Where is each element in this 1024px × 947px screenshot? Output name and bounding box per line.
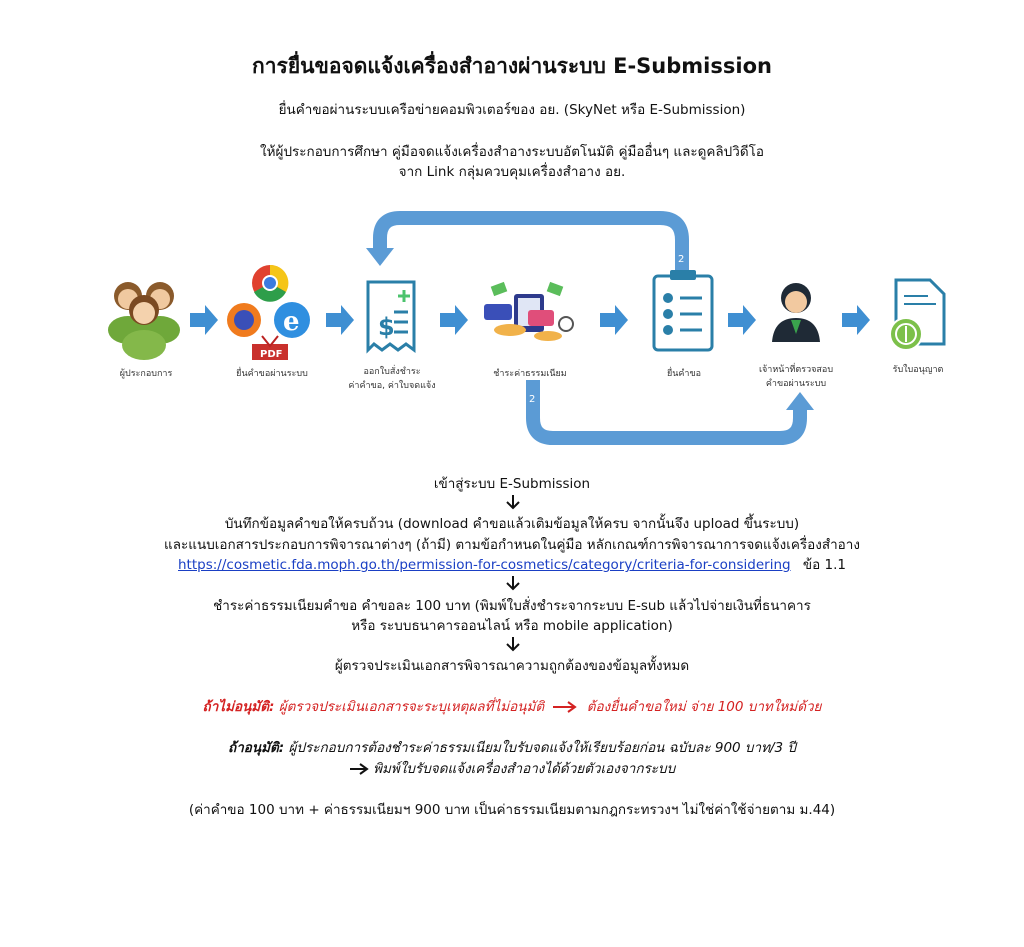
flow-step-label-line2: คำขอผ่านระบบ <box>765 379 827 389</box>
down-arrow-icon <box>505 575 521 591</box>
criteria-link-line <box>0 555 1024 575</box>
down-arrow-icon <box>505 494 521 510</box>
page-title: การยื่นขอจดแจ้งเครื่องสำอางผ่านระบบ E-Submission <box>252 54 772 78</box>
criteria-link[interactable]: https://cosmetic.fda.moph.go.th/permission-for-cosmetics/category/criteria-for-considering <box>178 557 791 573</box>
flow-step-label: รับใบอนุญาต <box>892 365 944 375</box>
flow-arrow-icon <box>842 305 870 335</box>
intro-line-1: ยื่นคำขอผ่านระบบเครือข่ายคอมพิวเตอร์ของ อย. (SkyNet หรือ E-Submission) <box>278 102 746 118</box>
down-arrow-icon <box>505 636 521 652</box>
reject-text: ผู้ตรวจประเมินเอกสารจะระบุเหตุผลที่ไม่อนุมัติ <box>278 699 545 715</box>
intro-line-3: จาก Link กลุ่มควบคุมเครื่องสำอาง อย. <box>398 164 626 180</box>
process-step-3b: หรือ ระบบธนาคารออนไลน์ หรือ mobile application) <box>351 618 673 634</box>
flow-step-label: ออกใบสั่งชำระ <box>363 367 421 377</box>
process-step-2b: และแนบเอกสารประกอบการพิจารณาต่างๆ (ถ้ามี) ตามข้อกำหนดในคู่มือ หลักเกณฑ์การพิจารณาการจดแจ้งเครื่องสำอาง <box>164 537 860 553</box>
right-arrow-icon <box>552 701 578 713</box>
flow-step-label: ผู้ประกอบการ <box>119 369 173 379</box>
pdf-text: PDF <box>260 349 283 360</box>
payment-icon <box>484 282 573 341</box>
flow-arrow-icon <box>728 305 756 335</box>
flow-step-label: ชำระค่าธรรมเนียม <box>493 369 567 379</box>
loop-top-arrow <box>366 218 685 270</box>
approve-text: ผู้ประกอบการต้องชำระค่าธรรมเนียมใบรับจดแจ้งให้เรียบร้อยก่อน ฉบับละ 900 บาท/3 ปี <box>288 740 796 756</box>
approve-outcome <box>0 738 1024 758</box>
clipboard-icon <box>654 270 712 350</box>
flow-step-label-line2: ค่าคำขอ, ค่าใบจดแจ้ง <box>348 381 436 391</box>
approve-label: ถ้าอนุมัติ: <box>228 740 285 756</box>
criteria-clause: ข้อ 1.1 <box>802 557 846 573</box>
reject-consequence: ต้องยื่นคำขอใหม่ จ่าย 100 บาทใหม่ด้วย <box>586 699 822 715</box>
invoice-icon <box>368 282 414 350</box>
flow-arrow-icon <box>326 305 354 335</box>
process-flow-diagram <box>0 0 1024 460</box>
svg-text:$: $ <box>378 313 395 341</box>
right-arrow-icon <box>349 763 369 775</box>
fee-footnote: (ค่าคำขอ 100 บาท + ค่าธรรมเนียมฯ 900 บาท เป็นค่าธรรมเนียมตามกฎกระทรวงฯ ไม่ใช่ค่าใช้จ่ายตาม ม.44) <box>188 802 836 818</box>
reject-outcome <box>0 697 1024 717</box>
loop-bottom-number: 2 <box>529 394 536 405</box>
browser-pdf-icon <box>227 265 310 360</box>
users-icon <box>108 282 180 360</box>
flow-step-label: เจ้าหน้าที่ตรวจสอบ <box>758 365 834 375</box>
approve-consequence: พิมพ์ใบรับจดแจ้งเครื่องสำอางได้ด้วยตัวเองจากระบบ <box>373 761 676 777</box>
intro-line-2: ให้ผู้ประกอบการศึกษา คู่มือจดแจ้งเครื่องสำอางระบบอัตโนมัติ คู่มืออื่นๆ และดูคลิปวิดีโอ <box>260 144 764 160</box>
svg-text:e: e <box>283 307 300 337</box>
flow-step-label: ยื่นคำขอ <box>666 369 702 379</box>
process-step-2a: บันทึกข้อมูลคำขอให้ครบถ้วน (download คำขอแล้วเติมข้อมูลให้ครบ จากนั้นจึง upload ขึ้นระบบ) <box>224 516 800 532</box>
flow-arrow-icon <box>600 305 628 335</box>
process-step-4: ผู้ตรวจประเมินเอกสารพิจารณาความถูกต้องของข้อมูลทั้งหมด <box>334 658 690 674</box>
flow-step-label: ยื่นคำขอผ่านระบบ <box>236 369 308 379</box>
reject-label: ถ้าไม่อนุมัติ: <box>202 699 275 715</box>
process-step-3a: ชำระค่าธรรมเนียมคำขอ คำขอละ 100 บาท (พิมพ์ใบสั่งชำระจากระบบ E-sub แล้วไปจ่ายเงินที่ธนาคาร <box>213 598 811 614</box>
approve-consequence-line <box>0 759 1024 779</box>
flow-arrow-icon <box>440 305 468 335</box>
flow-arrow-icon <box>190 305 218 335</box>
process-step-1: เข้าสู่ระบบ E-Submission <box>433 476 591 492</box>
loop-top-number: 2 <box>678 254 685 265</box>
officer-icon <box>772 283 820 342</box>
license-document-icon <box>890 280 944 350</box>
